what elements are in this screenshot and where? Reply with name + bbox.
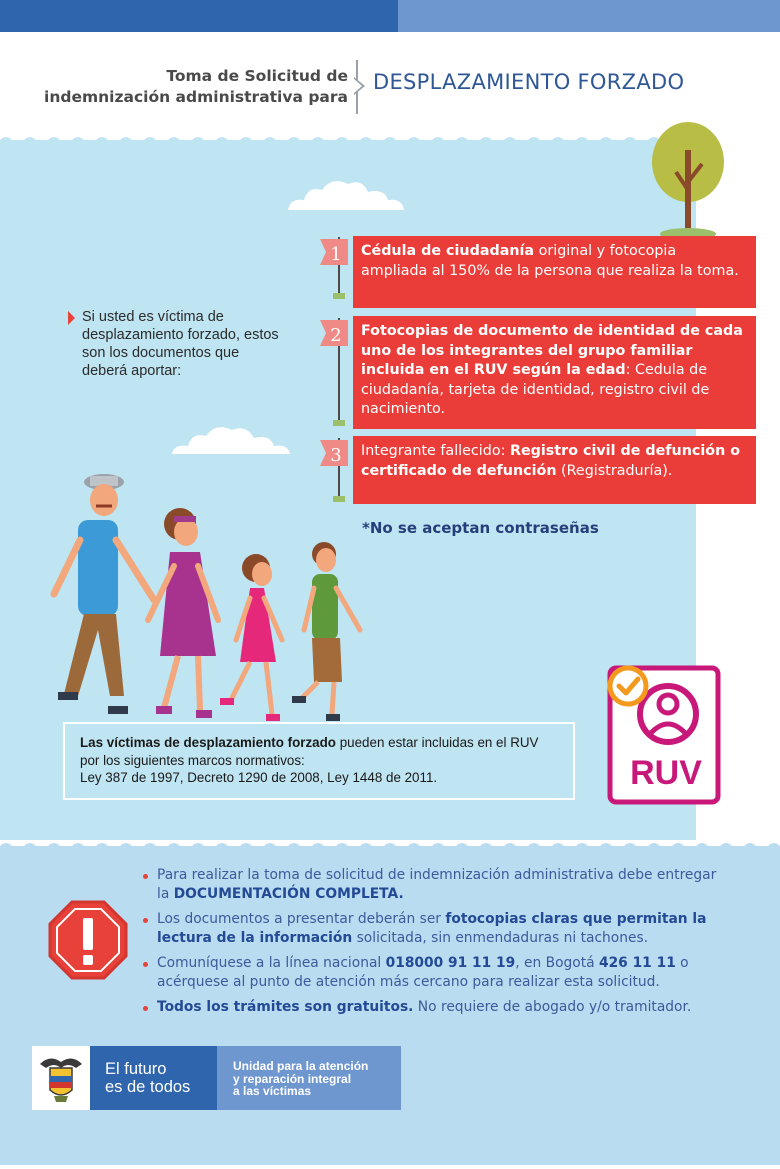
header-subtitle <box>8 66 348 108</box>
tree-icon <box>650 120 730 240</box>
legal-framework-box <box>63 722 575 800</box>
slogan-line1: El futuro <box>105 1060 167 1078</box>
step-1-flag-icon <box>318 237 350 301</box>
note-4-bold: Todos los trámites son gratuitos. <box>157 999 414 1015</box>
note-3-text-post: o acérquese al punto de atención más cercano para realizar esta solicitud. <box>157 955 689 990</box>
step-1-bold: Cédula de ciudadanía <box>361 243 535 259</box>
colombia-crest-icon <box>32 1046 90 1110</box>
note-1-bold: DOCUMENTACIÓN COMPLETA. <box>173 886 404 902</box>
header-subtitle-line1: Toma de Solicitud de <box>166 67 348 85</box>
note-item <box>143 954 718 992</box>
top-color-bar <box>0 0 780 32</box>
step-1-number: 1 <box>330 244 342 265</box>
step-1-box <box>353 236 756 308</box>
family-walking-illustration <box>50 470 370 722</box>
step-3-text-pre: Integrante fallecido: <box>361 443 510 459</box>
step-2-flag-icon <box>318 318 350 428</box>
ruv-label: RUV <box>630 754 702 792</box>
note-2-bold: fotocopias claras que permitan la lectura de la información <box>157 911 707 946</box>
step-2-box <box>353 316 756 429</box>
unit-name-box <box>217 1046 401 1110</box>
note-3-text-mid: , en Bogotá <box>515 955 599 971</box>
legal-framework-laws: Ley 387 de 1997, Decreto 1290 de 2008, Ley 1448 de 2011. <box>80 770 438 785</box>
slogan-line2: es de todos <box>105 1078 191 1096</box>
unit-line2: y reparación integral <box>233 1071 352 1086</box>
no-passwords-note: *No se aceptan contraseñas <box>362 519 599 537</box>
unit-line3: a las víctimas <box>233 1084 312 1098</box>
step-3-text-post: (Registraduría). <box>556 462 673 479</box>
step-1-text: original y fotocopia ampliada al 150% de la persona que realiza la toma. <box>361 243 739 279</box>
note-item <box>143 998 718 1017</box>
step-2-bold: Fotocopias de documento de identidad de cada uno de los integrantes del grupo familiar incluida en el RUV según la edad <box>361 323 743 378</box>
note-3-text: Comuníquese a la línea nacional <box>157 955 386 971</box>
notes-list <box>143 866 718 1023</box>
header-subtitle-line2: indemnización administrativa para <box>44 88 348 106</box>
cloud-icon <box>170 420 292 456</box>
intro-bullet-icon <box>68 311 75 325</box>
legal-framework-bold: Las víctimas de desplazamiento forzado <box>80 735 336 750</box>
slogan-box <box>90 1046 217 1110</box>
cloud-icon <box>286 176 406 212</box>
note-2-text: Los documentos a presentar deberán ser <box>157 911 446 927</box>
note-item <box>143 866 718 904</box>
note-3-bold-2: 426 11 11 <box>598 955 676 971</box>
step-3-bold: Registro civil de defunción o certificado de defunción <box>361 443 741 479</box>
note-3-bold: 018000 91 11 19 <box>385 955 516 971</box>
note-item <box>143 910 718 948</box>
unit-line1: Unidad para la atención <box>233 1059 369 1073</box>
step-3-box <box>353 436 756 504</box>
page-title: DESPLAZAMIENTO FORZADO <box>373 70 685 94</box>
top-bar-light-segment <box>398 0 780 32</box>
note-2-text-post: solicitada, sin enmendaduras ni tachones. <box>352 930 649 946</box>
step-2-number: 2 <box>330 325 342 346</box>
legal-framework-text: pueden estar incluidas en el RUV por los siguientes marcos normativos: <box>80 735 539 768</box>
top-bar-dark-segment <box>0 0 398 32</box>
step-3-number: 3 <box>330 445 342 466</box>
step-2-text: : Cedula de ciudadanía, tarjeta de identidad, registro civil de nacimiento. <box>361 362 710 417</box>
warning-octagon-icon <box>48 900 128 980</box>
header-arrow-icon <box>354 77 365 95</box>
intro-text: Si usted es víctima de desplazamiento forzado, estos son los documentos que deberá aportar: <box>82 309 279 379</box>
note-4-text-post: No requiere de abogado y/o tramitador. <box>413 999 692 1015</box>
ruv-badge-icon <box>606 662 724 808</box>
note-1-text: Para realizar la toma de solicitud de indemnización administrativa debe entregar la <box>157 867 717 902</box>
